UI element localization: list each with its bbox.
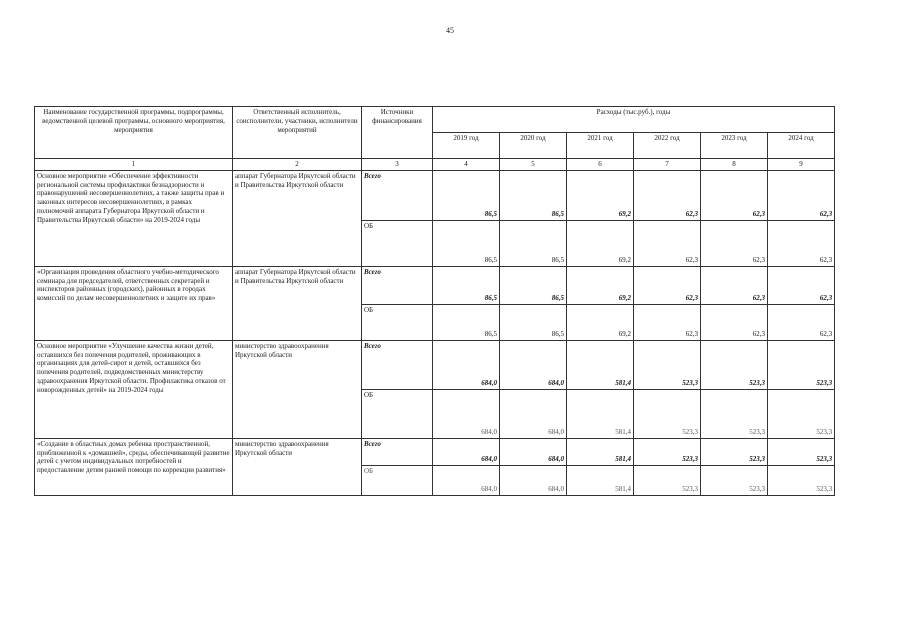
row-name: «Создание в областных домах ребенка пространственной, приближенной к «домашней», среды, обеспечивающей развитие детей с учетом индивидуальных потребностей и предоставление детям ранней помощи по коррекции развития» — [35, 438, 233, 495]
source-ob-label: ОБ — [362, 389, 433, 438]
header-year: 2023 год — [701, 133, 768, 159]
total-value: 62,3 — [768, 266, 835, 304]
column-number: 1 — [35, 159, 233, 171]
ob-value: 684,0 — [500, 465, 567, 495]
total-value: 86,5 — [433, 266, 500, 304]
total-value: 86,5 — [500, 170, 567, 220]
header-source: Источники финансирования — [362, 107, 433, 159]
ob-value: 684,0 — [433, 389, 500, 438]
header-year: 2019 год — [433, 133, 500, 159]
header-year: 2020 год — [500, 133, 567, 159]
row-executor: аппарат Губернатора Иркутской области и Правительства Иркутской области — [233, 170, 362, 266]
column-number: 2 — [233, 159, 362, 171]
column-number: 8 — [701, 159, 768, 171]
source-ob-label: ОБ — [362, 304, 433, 340]
total-value: 69,2 — [567, 170, 634, 220]
page-number: 45 — [446, 26, 454, 35]
total-value: 581,4 — [567, 438, 634, 465]
total-value: 523,3 — [768, 340, 835, 389]
row-executor: министерство здравоохранения Иркутской области — [233, 340, 362, 438]
budget-table — [34, 106, 835, 496]
row-name: «Организация проведения областного учебно-методического семинара для председателей, ответственных секретарей и инспекторов районных (городских), районных в городах комиссий по делам несовершеннолетних и защите их прав» — [35, 266, 233, 340]
source-total-label: Всего — [362, 170, 433, 220]
ob-value: 69,2 — [567, 220, 634, 266]
ob-value: 523,3 — [701, 389, 768, 438]
column-number: 7 — [634, 159, 701, 171]
ob-value: 62,3 — [701, 220, 768, 266]
table-row — [35, 340, 835, 389]
ob-value: 523,3 — [634, 389, 701, 438]
ob-value: 86,5 — [500, 304, 567, 340]
table-row — [35, 170, 835, 220]
column-number: 6 — [567, 159, 634, 171]
column-number: 4 — [433, 159, 500, 171]
total-value: 62,3 — [701, 170, 768, 220]
ob-value: 684,0 — [433, 465, 500, 495]
row-executor: министерство здравоохранения Иркутской области — [233, 438, 362, 495]
ob-value: 62,3 — [768, 304, 835, 340]
table-row — [35, 266, 835, 304]
ob-value: 86,5 — [433, 304, 500, 340]
total-value: 523,3 — [701, 340, 768, 389]
column-number: 9 — [768, 159, 835, 171]
total-value: 523,3 — [701, 438, 768, 465]
header-year: 2022 год — [634, 133, 701, 159]
ob-value: 86,5 — [500, 220, 567, 266]
source-ob-label: ОБ — [362, 465, 433, 495]
source-total-label: Всего — [362, 340, 433, 389]
column-number: 5 — [500, 159, 567, 171]
total-value: 523,3 — [634, 438, 701, 465]
header-year: 2021 год — [567, 133, 634, 159]
ob-value: 62,3 — [634, 220, 701, 266]
header-expenses: Расходы (тыс.руб.), годы — [433, 107, 835, 133]
total-value: 523,3 — [634, 340, 701, 389]
ob-value: 62,3 — [634, 304, 701, 340]
ob-value: 523,3 — [768, 389, 835, 438]
table-row — [35, 438, 835, 465]
ob-value: 523,3 — [634, 465, 701, 495]
ob-value: 581,4 — [567, 465, 634, 495]
total-value: 523,3 — [768, 438, 835, 465]
ob-value: 86,5 — [433, 220, 500, 266]
column-number: 3 — [362, 159, 433, 171]
total-value: 684,0 — [500, 438, 567, 465]
total-value: 62,3 — [768, 170, 835, 220]
source-total-label: Всего — [362, 266, 433, 304]
total-value: 86,5 — [500, 266, 567, 304]
total-value: 62,3 — [701, 266, 768, 304]
header-year: 2024 год — [768, 133, 835, 159]
total-value: 69,2 — [567, 266, 634, 304]
total-value: 581,4 — [567, 340, 634, 389]
ob-value: 523,3 — [701, 465, 768, 495]
total-value: 62,3 — [634, 266, 701, 304]
header-name: Наименование государственной программы, подпрограммы, ведомственной целевой программы, основного мероприятия, мероприятия — [35, 107, 233, 159]
row-name: Основное мероприятие «Обеспечение эффективности региональной системы профилактики безнадзорности и правонарушений несовершеннолетних, а также защиты прав и законных интересов несовершеннолетних, в рамках полномочий аппарата Губернатора Иркутской области и Правительства Иркутской области» на 2019-2024 годы — [35, 170, 233, 266]
total-value: 684,0 — [433, 340, 500, 389]
ob-value: 62,3 — [768, 220, 835, 266]
ob-value: 684,0 — [500, 389, 567, 438]
total-value: 684,0 — [500, 340, 567, 389]
total-value: 62,3 — [634, 170, 701, 220]
ob-value: 69,2 — [567, 304, 634, 340]
ob-value: 62,3 — [701, 304, 768, 340]
row-name: Основное мероприятие «Улучшение качества жизни детей, оставшихся без попечения родителей, проживающих в организациях для детей-сирот и детей, оставшихся без попечения родителей, подведомственных министерству здравоохранения Иркутской области. Профилактика отказов от новорожденных детей» на 2019-2024 годы — [35, 340, 233, 438]
source-ob-label: ОБ — [362, 220, 433, 266]
ob-value: 581,4 — [567, 389, 634, 438]
ob-value: 523,3 — [768, 465, 835, 495]
source-total-label: Всего — [362, 438, 433, 465]
total-value: 684,0 — [433, 438, 500, 465]
row-executor: аппарат Губернатора Иркутской области и Правительства Иркутской области — [233, 266, 362, 340]
total-value: 86,5 — [433, 170, 500, 220]
header-executor: Ответственный исполнитель, соисполнители, участники, исполнители мероприятий — [233, 107, 362, 159]
